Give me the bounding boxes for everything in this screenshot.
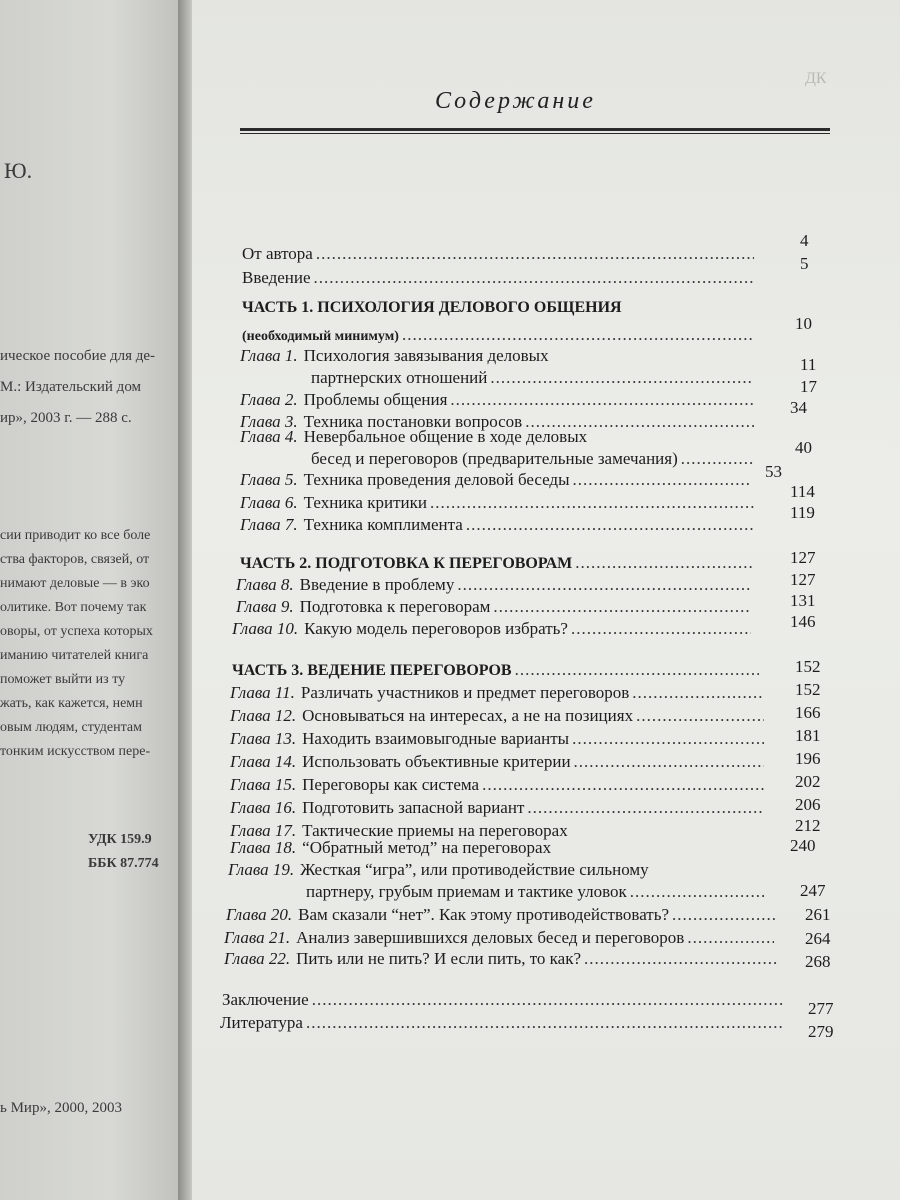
page-number: 119	[790, 503, 815, 522]
leader-dots	[306, 1013, 784, 1033]
left-line: ства факторов, связей, от	[0, 552, 150, 567]
left-line: ир», 2003 г. — 288 с.	[0, 410, 132, 426]
toc-entry	[306, 882, 768, 904]
chapter-label: Глава 16.	[230, 798, 297, 817]
page-number: 212	[795, 816, 821, 835]
page-number: 152	[795, 680, 821, 699]
page-number: 53	[765, 462, 782, 481]
part-title: ЧАСТЬ 3. ВЕДЕНИЕ ПЕРЕГОВОРОВ	[232, 662, 512, 679]
leader-dots	[573, 470, 753, 490]
left-line: ь Мир», 2000, 2003	[0, 1100, 122, 1116]
toc-entry	[228, 860, 768, 882]
left-line: жать, как кажется, немн	[0, 696, 143, 711]
chapter-label: Глава 13.	[230, 729, 297, 748]
entry-title: Основываться на интересах, а не на позициях	[302, 706, 634, 725]
leader-dots	[572, 729, 764, 749]
toc-entry	[236, 575, 754, 597]
entry-title: Какую модель переговоров избрать?	[304, 619, 568, 638]
entry-title: Жесткая “игра”, или противодействие сильному	[300, 860, 649, 879]
leader-dots	[574, 752, 764, 772]
page-number: 127	[790, 570, 816, 589]
chapter-label: Глава 4.	[240, 427, 298, 446]
entry-title: Невербальное общение в ходе деловых	[303, 427, 588, 446]
entry-title: Техника комплимента	[303, 515, 463, 534]
leader-dots	[672, 905, 778, 925]
chapter-label: Глава 9.	[236, 597, 294, 616]
leader-dots	[457, 575, 751, 595]
toc-entry	[230, 798, 767, 820]
chapter-label: Глава 21.	[224, 928, 291, 947]
entry-title: Вам сказали “нет”. Как этому противодействовать?	[298, 905, 670, 924]
toc-entry	[311, 368, 757, 390]
leader-dots	[636, 706, 764, 726]
chapter-label: Глава 8.	[236, 575, 294, 594]
page-number: 10	[795, 314, 812, 333]
entry-title: Техника критики	[303, 493, 427, 512]
leader-dots	[681, 449, 754, 469]
chapter-label: Глава 11.	[230, 683, 295, 702]
left-line: нимают деловые — в эко	[0, 576, 150, 591]
page-number: 240	[790, 836, 816, 855]
part-subheading	[242, 325, 757, 347]
page-number: 5	[800, 254, 809, 273]
left-line: Ю.	[4, 158, 33, 183]
bbk-code: ББК 87.774	[88, 856, 159, 871]
toc-entry	[240, 390, 757, 412]
entry-title: партнеру, грубым приемам и тактике уловок	[306, 882, 627, 901]
entry-title: Техника проведения деловой беседы	[303, 470, 570, 489]
toc-entry	[236, 597, 754, 619]
leader-dots	[430, 493, 754, 513]
left-line: ическое пособие для де-	[0, 348, 156, 364]
leader-dots	[312, 990, 784, 1010]
left-line: поможет выйти из ту	[0, 672, 126, 687]
entry-title: партнерских отношений	[311, 368, 488, 387]
page-number: 4	[800, 231, 809, 250]
entry-title: Введение в проблему	[299, 575, 455, 594]
entry-title: Пить или не пить? И если пить, то как?	[296, 949, 582, 968]
page-number: 146	[790, 612, 816, 631]
leader-dots	[632, 683, 764, 703]
chapter-label: Глава 19.	[228, 860, 295, 879]
page-number: 131	[790, 591, 816, 610]
leader-dots	[493, 597, 751, 617]
chapter-label: Глава 17.	[230, 821, 297, 840]
toc-entry	[226, 905, 781, 927]
page-number: 206	[795, 795, 821, 814]
leader-dots	[584, 949, 777, 969]
left-line: овым людям, студентам	[0, 720, 142, 735]
chapter-label: Глава 5.	[240, 470, 298, 489]
page-number: 152	[795, 657, 821, 676]
page-number: 127	[790, 548, 816, 567]
leader-dots	[527, 798, 764, 818]
toc-entry	[240, 493, 757, 515]
toc-entry	[230, 752, 767, 774]
left-line: сии приводит ко все боле	[0, 528, 151, 543]
toc-entry	[222, 990, 787, 1012]
toc-entry	[224, 928, 777, 950]
page-number: 264	[805, 929, 831, 948]
leader-dots	[466, 515, 754, 535]
entry-title: От автора	[242, 244, 313, 263]
toc-entry	[230, 706, 767, 728]
entry-title: Находить взаимовыгодные варианты	[302, 729, 570, 748]
page-number: 202	[795, 772, 821, 791]
toc-entry	[240, 427, 760, 449]
left-line: олитике. Вот почему так	[0, 600, 147, 615]
entry-title: Психология завязывания деловых	[303, 346, 549, 365]
leader-dots	[316, 244, 754, 264]
entry-title: Подготовить запасной вариант	[302, 798, 525, 817]
entry-title: Различать участников и предмет переговоров	[300, 683, 630, 702]
toc-entry	[240, 346, 760, 368]
toc-entry	[220, 1013, 787, 1035]
part-subtitle: (необходимый минимум)	[242, 329, 399, 344]
chapter-label: Глава 3.	[240, 412, 298, 431]
chapter-label: Глава 6.	[240, 493, 298, 512]
udk-code: УДК 159.9	[88, 832, 152, 847]
entry-title: Введение	[242, 268, 311, 287]
toc-entry	[230, 775, 767, 797]
chapter-label: Глава 7.	[240, 515, 298, 534]
chapter-label: Глава 18.	[230, 838, 297, 857]
corner-mark: ДК	[805, 70, 827, 87]
page-number: 261	[805, 905, 831, 924]
chapter-label: Глава 20.	[226, 905, 293, 924]
toc-entry	[311, 449, 757, 471]
leader-dots	[402, 325, 754, 345]
part-heading	[232, 660, 762, 682]
page-number: 114	[790, 482, 815, 501]
entry-title: Заключение	[222, 990, 309, 1009]
toc-entry	[230, 838, 767, 860]
page-number: 17	[800, 377, 817, 396]
page-title: Содержание	[435, 88, 596, 114]
page-number: 34	[790, 398, 807, 417]
chapter-label: Глава 2.	[240, 390, 298, 409]
page-number: 277	[808, 999, 834, 1018]
entry-title: Использовать объективные критерии	[302, 752, 571, 771]
page-number: 247	[800, 881, 826, 900]
entry-title: Литература	[220, 1013, 303, 1032]
leader-dots	[630, 882, 765, 902]
entry-title: Проблемы общения	[303, 390, 448, 409]
entry-title: Анализ завершившихся деловых бесед и переговоров	[296, 928, 685, 947]
chapter-label: Глава 10.	[232, 619, 299, 638]
page-number: 181	[795, 726, 821, 745]
leader-dots	[575, 553, 752, 573]
part-heading	[242, 299, 762, 321]
chapter-label: Глава 14.	[230, 752, 297, 771]
leader-dots	[515, 660, 759, 680]
toc-entry	[242, 244, 757, 266]
leader-dots	[314, 268, 754, 288]
left-line: оворы, от успеха которых	[0, 624, 153, 639]
chapter-label: Глава 12.	[230, 706, 297, 725]
chapter-label: Глава 1.	[240, 346, 298, 365]
entry-title: Подготовка к переговорам	[299, 597, 491, 616]
part-heading	[240, 553, 755, 575]
entry-title: Техника постановки вопросов	[303, 412, 523, 431]
toc-entry	[242, 268, 757, 290]
toc-entry	[230, 729, 767, 751]
toc-entry	[240, 515, 757, 537]
entry-title: “Обратный метод” на переговорах	[302, 838, 552, 857]
chapter-label: Глава 22.	[224, 949, 291, 968]
toc-entry	[224, 949, 780, 971]
leader-dots	[482, 775, 764, 795]
part-title: ЧАСТЬ 1. ПСИХОЛОГИЯ ДЕЛОВОГО ОБЩЕНИЯ	[242, 299, 622, 316]
toc-entry	[240, 470, 755, 492]
entry-title: Переговоры как система	[302, 775, 480, 794]
page-number: 166	[795, 703, 821, 722]
entry-title: Тактические приемы на переговорах	[302, 821, 568, 840]
toc-entry	[232, 619, 754, 641]
left-line: иманию читателей книга	[0, 648, 149, 663]
leader-dots	[490, 368, 754, 388]
leader-dots	[450, 390, 754, 410]
toc-entry	[230, 683, 767, 705]
left-line: тонким искусством пере-	[0, 744, 151, 759]
leader-dots	[687, 928, 774, 948]
page-number: 40	[795, 438, 812, 457]
page-number: 11	[800, 355, 817, 374]
left-line: М.: Издательский дом	[0, 379, 142, 395]
leader-dots	[571, 619, 751, 639]
page-number: 279	[808, 1022, 834, 1041]
page-number: 268	[805, 952, 831, 971]
part-title: ЧАСТЬ 2. ПОДГОТОВКА К ПЕРЕГОВОРАМ	[240, 555, 573, 572]
page-number: 196	[795, 749, 821, 768]
chapter-label: Глава 15.	[230, 775, 297, 794]
entry-title: бесед и переговоров (предварительные замечания)	[311, 449, 678, 468]
